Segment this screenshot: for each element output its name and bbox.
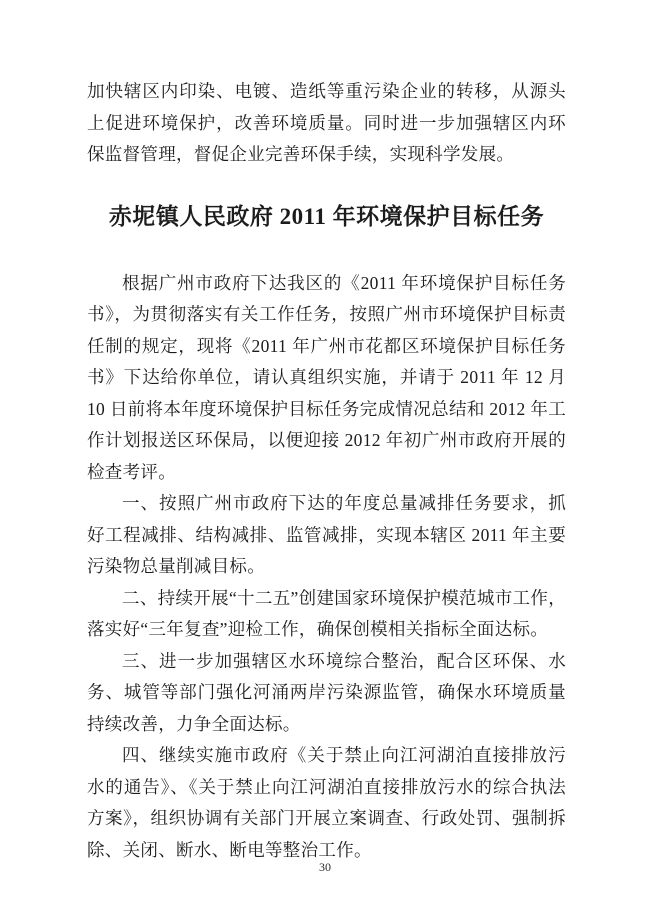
paragraph-item-4: 四、继续实施市政府《关于禁止向江河湖泊直接排放污水的通告》、《关于禁止向江河湖泊直接排放污水的综合执法方案》，组织协调有关部门开展立案调查、行政处罚、强制拆除、关闭、断水、断电等整治工作。 <box>87 745 566 860</box>
page-number: 30 <box>319 860 331 874</box>
paragraph-intro: 根据广州市政府下达我区的《2011 年环境保护目标任务书》，为贯彻落实有关工作任务，按照广州市环境保护目标责任制的规定，现将《2011 年广州市花都区环境保护目标任务书》下达给你单位，请认真组织实施，并请于 2011 年 12 月 10 日前将本年度环境保护目标任务完成情况总结和 2012 年工作计划报送区环保局，以便迎接 2012 年初广州市政府开展的检查考评。 <box>87 272 566 482</box>
document-body <box>87 0 566 866</box>
paragraph-item-2: 二、持续开展“十二五”创建国家环境保护模范城市工作，落实好“三年复查”迎检工作，确保创模相关指标全面达标。 <box>87 587 566 639</box>
paragraph-item-3: 三、进一步加强辖区水环境综合整治，配合区环保、水务、城管等部门强化河涌两岸污染源监管，确保水环境质量持续改善，力争全面达标。 <box>87 650 566 734</box>
paragraph-item-1: 一、按照广州市政府下达的年度总量减排任务要求，抓好工程减排、结构减排、监管减排，实现本辖区 2011 年主要污染物总量削减目标。 <box>87 493 566 576</box>
paragraph-continuation: 加快辖区内印染、电镀、造纸等重污染企业的转移，从源头上促进环境保护，改善环境质量。同时进一步加强辖区内环保监督管理，督促企业完善环保手续，实现科学发展。 <box>87 81 566 164</box>
document-title: 赤坭镇人民政府 2011 年环境保护目标任务 <box>108 203 545 229</box>
